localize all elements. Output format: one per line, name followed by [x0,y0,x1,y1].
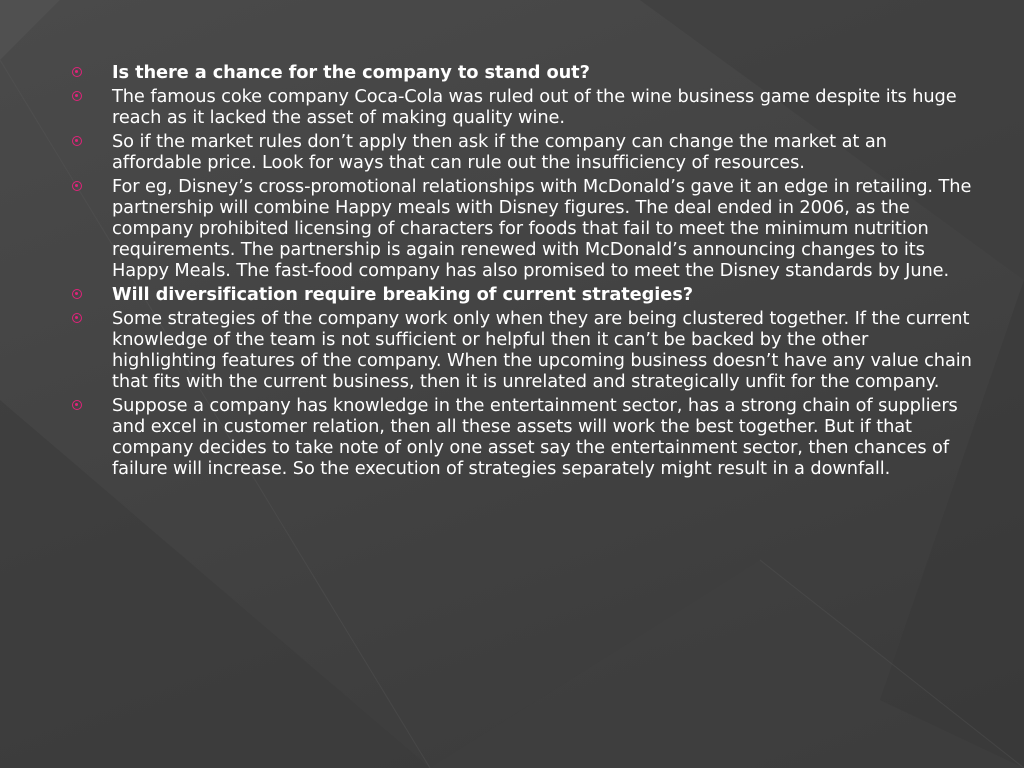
bullet-text: Suppose a company has knowledge in the entertainment sector, has a strong chain of suppliers and excel in customer relation, then all these assets will work the best together. But if that company decides to take note of only one asset say the entertainment sector, then chances of failure will increase. So the execution of strategies separately might result in a downfall. [112,395,958,479]
bullet-text: Is there a chance for the company to stand out? [112,62,590,83]
circle-dot-icon [72,136,82,146]
facet-top-left [0,0,60,60]
bullet-text: Will diversification require breaking of current strategies? [112,284,693,305]
circle-dot-icon [72,400,82,410]
bullet-list [72,62,972,482]
circle-dot-icon [72,289,82,299]
bullet-text: Some strategies of the company work only when they are being clustered together. If the current knowledge of the team is not sufficient or helpful then it can’t be backed by the other highlighting features of the company. When the upcoming business doesn’t have any value chain that fits with the current business, then it is unrelated and strategically unfit for the company. [112,308,972,392]
circle-dot-icon [72,91,82,101]
bullet-item [72,395,972,479]
bullet-item [72,131,972,173]
bullet-item [72,62,972,83]
bullet-text: So if the market rules don’t apply then ask if the company can change the market at an affordable price. Look for ways that can rule out the insufficiency of resources. [112,131,887,173]
circle-dot-icon [72,181,82,191]
circle-dot-icon [72,67,82,77]
bullet-text: The famous coke company Coca-Cola was ruled out of the wine business game despite its huge reach as it lacked the asset of making quality wine. [112,86,957,128]
bullet-item [72,86,972,128]
bullet-item [72,308,972,392]
bullet-text: For eg, Disney’s cross-promotional relationships with McDonald’s gave it an edge in retailing. The partnership will combine Happy meals with Disney figures. The deal ended in 2006, as the company prohibited licensing of characters for foods that fail to meet the minimum nutrition requirements. The partnership is again renewed with McDonald’s announcing changes to its Happy Meals. The fast-food company has also promised to meet the Disney standards by June. [112,176,972,281]
bullet-item [72,176,972,281]
circle-dot-icon [72,313,82,323]
bullet-item [72,284,972,305]
